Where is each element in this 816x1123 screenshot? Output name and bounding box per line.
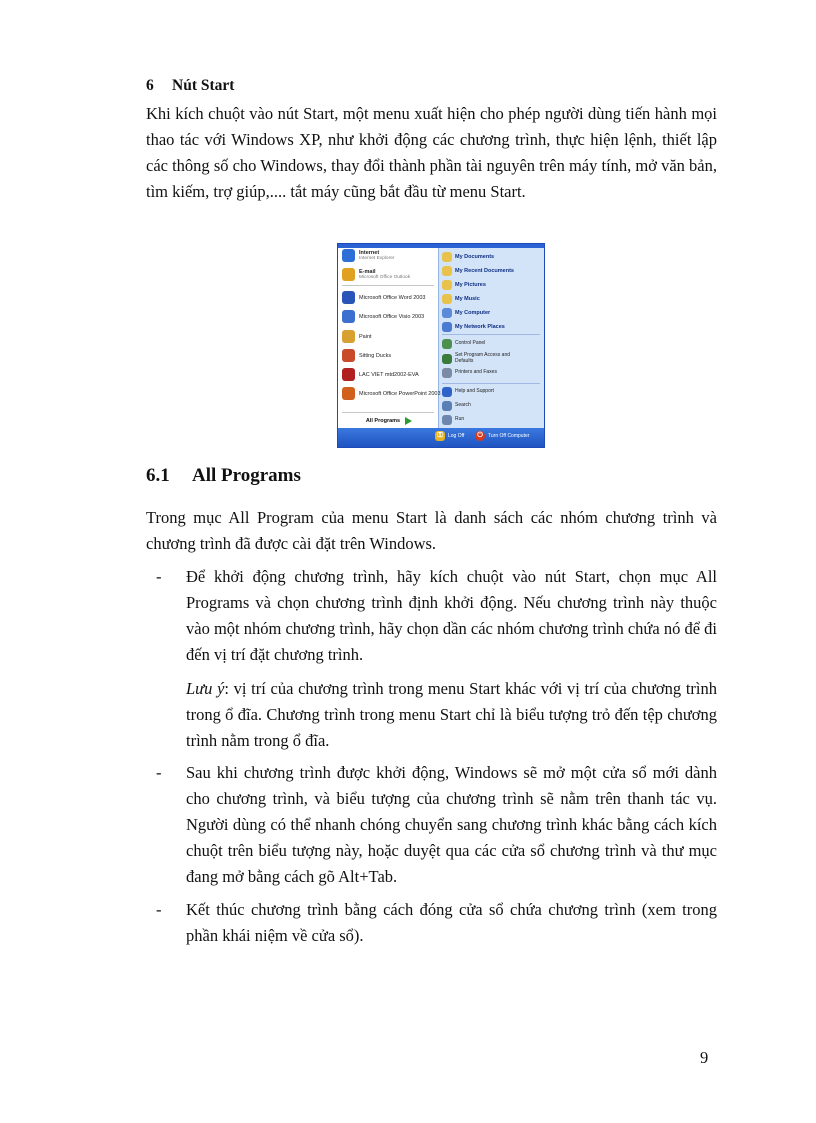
start-menu-place-item[interactable] [442, 308, 490, 318]
start-menu-place-item[interactable] [442, 415, 464, 425]
search-icon [442, 401, 452, 411]
program-label: LAC VIET mtd2002-EVA [359, 371, 419, 378]
program-text [359, 353, 391, 359]
paint-icon [342, 330, 355, 343]
program-label: Microsoft Office Visio 2003 [359, 313, 425, 320]
program-text [359, 295, 425, 301]
help-icon [442, 387, 452, 397]
all-programs-button[interactable] [342, 416, 436, 426]
recent-docs-icon [442, 266, 452, 276]
program-label: Microsoft Office Word 2003 [359, 294, 426, 301]
start-menu-screenshot [337, 243, 545, 448]
game-icon [342, 349, 355, 362]
intro-paragraph: Khi kích chuột vào nút Start, một menu xuất hiện cho phép người dùng tiến hành mọi thao tác với Windows XP, như khởi động các chương trình, thực hiện lệnh, thiết lập các thông số cho Windows, thay đổi thành phần tài nguyên trên máy tính, mở văn bản, tìm kiếm, trợ giúp,.... tắt máy cũng bắt đầu từ menu Start. [146, 104, 717, 201]
turn-off-button[interactable] [475, 431, 529, 441]
internet-explorer-icon [342, 249, 355, 262]
place-label: Set Program Access and Defaults [455, 352, 511, 364]
start-menu-program-item[interactable] [342, 249, 394, 262]
start-menu-program-item[interactable] [342, 349, 391, 362]
note-text: : vị trí của chương trình trong menu Start khác với vị trí của chương trình trong ổ đĩa. Chương trình trong menu Start chỉ là biểu tượng trỏ đến tệp chương trình nằm trong ổ đĩa. [186, 679, 717, 750]
start-menu-separator [342, 285, 434, 286]
program-label: Microsoft Office PowerPoint 2003 [359, 390, 441, 397]
page-number: 9 [700, 1048, 709, 1067]
program-label: Sitting Ducks [359, 352, 392, 359]
log-off-button[interactable] [435, 431, 464, 441]
bullet-item [146, 760, 717, 890]
place-label: My Pictures [455, 282, 486, 288]
program-subtitle: Internet Explorer [359, 255, 395, 261]
subsection-number: 6.1 [146, 465, 170, 486]
all-programs-paragraph: Trong mục All Program của menu Start là danh sách các nhóm chương trình và chương trình đã được cài đặt trên Windows. [146, 508, 717, 553]
all-programs-label: All Programs [365, 418, 401, 424]
control-panel-icon [442, 339, 452, 349]
bullet-dash: - [156, 763, 162, 782]
start-menu-right-separator [442, 334, 540, 335]
note-label: Lưu ý [186, 679, 225, 698]
program-text [359, 269, 410, 281]
start-menu-place-item[interactable] [442, 252, 494, 262]
program-subtitle: Microsoft Office Outlook [359, 274, 411, 280]
place-label: Search [455, 402, 471, 409]
bullet-dash: - [156, 900, 162, 919]
pictures-icon [442, 280, 452, 290]
program-access-icon [442, 354, 452, 364]
start-menu-program-item[interactable] [342, 310, 424, 323]
program-text [359, 250, 394, 262]
start-menu-place-item[interactable] [442, 387, 494, 397]
visio-icon [342, 310, 355, 323]
printer-icon [442, 368, 452, 378]
start-menu-program-item[interactable] [342, 368, 419, 381]
word-icon [342, 291, 355, 304]
note-paragraph [186, 676, 717, 754]
section-number: 6 [146, 77, 154, 94]
arrow-right-icon [405, 417, 412, 425]
program-text [359, 391, 441, 397]
place-label: Help and Support [455, 388, 494, 395]
start-menu-place-item[interactable] [442, 401, 471, 411]
program-title: Internet [359, 249, 380, 256]
section-heading [146, 77, 234, 95]
program-text [359, 334, 372, 340]
program-text [359, 372, 419, 378]
music-icon [442, 294, 452, 304]
bullet-text: Kết thúc chương trình bằng cách đóng cửa sổ chứa chương trình (xem trong phần khái niệm về cửa sổ). [186, 900, 717, 945]
start-menu-place-item[interactable] [442, 353, 525, 364]
start-menu-program-item[interactable] [342, 291, 425, 304]
subsection-heading [146, 465, 301, 487]
place-label: My Documents [455, 254, 495, 260]
folder-icon [442, 252, 452, 262]
start-menu-program-item[interactable] [342, 330, 372, 343]
start-menu-program-item[interactable] [342, 387, 441, 400]
section-title: Nút Start [172, 77, 235, 94]
place-label: Printers and Faxes [455, 369, 497, 376]
place-label: My Music [455, 296, 480, 302]
network-icon [442, 322, 452, 332]
bullet-item [146, 897, 717, 949]
place-label: Run [455, 416, 465, 423]
outlook-icon [342, 268, 355, 281]
place-label: My Computer [455, 310, 491, 316]
bullet-text: Sau khi chương trình được khởi động, Windows sẽ mở một cửa sổ mới dành cho chương trình, và biểu tượng của chương trình sẽ nằm trên thanh tác vụ. Người dùng có thể nhanh chóng chuyển sang chương trình khác bằng cách kích chuột trên biểu tượng này, hoặc duyệt qua các cửa sổ chương trình và thư mục đang mở bằng cách gõ Alt+Tab. [186, 763, 717, 886]
place-label: Control Panel [455, 340, 486, 347]
powerpoint-icon [342, 387, 355, 400]
start-menu-place-item[interactable] [442, 322, 505, 332]
place-label: My Network Places [455, 324, 505, 330]
program-text [359, 314, 424, 320]
program-label: Paint [359, 333, 372, 340]
bullet-dash: - [156, 567, 162, 586]
computer-icon [442, 308, 452, 318]
start-menu-place-item[interactable] [442, 339, 485, 349]
dictionary-icon [342, 368, 355, 381]
place-label: My Recent Documents [455, 268, 514, 274]
log-off-label: Log Off [448, 433, 465, 439]
power-icon: ⏻ [475, 431, 485, 441]
start-menu-place-item[interactable] [442, 294, 480, 304]
turn-off-label: Turn Off Computer [488, 433, 530, 439]
start-menu-place-item[interactable] [442, 280, 486, 290]
key-icon: ⚿ [435, 431, 445, 441]
bullet-text: Để khởi động chương trình, hãy kích chuột vào nút Start, chọn mục All Programs và chọn chương trình định khởi động. Nếu chương trình này thuộc vào một nhóm chương trình, hãy chọn dần các nhóm chương trình chứa nó để đi đến vị trí đặt chương trình. [186, 567, 717, 664]
program-title: E-mail [359, 268, 376, 275]
subsection-title: All Programs [192, 465, 301, 486]
start-menu-program-item[interactable] [342, 268, 410, 281]
start-menu-separator [342, 412, 434, 413]
start-menu-right-separator [442, 383, 540, 384]
start-menu-place-item[interactable] [442, 368, 497, 378]
run-icon [442, 415, 452, 425]
bullet-item [146, 564, 717, 668]
start-menu-place-item[interactable] [442, 266, 514, 276]
